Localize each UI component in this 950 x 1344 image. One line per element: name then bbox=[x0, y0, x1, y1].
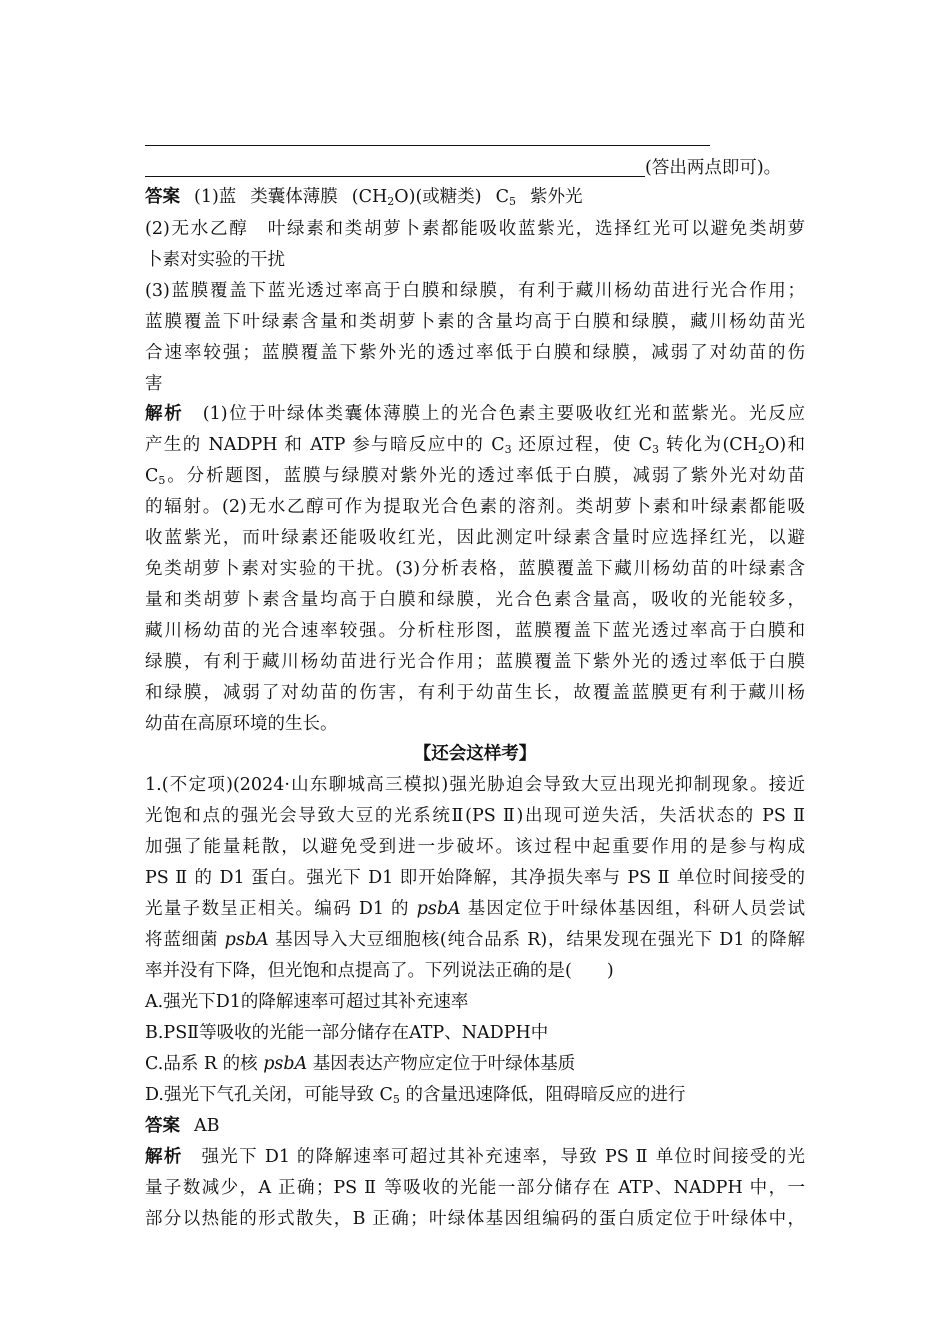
analysis-q1-line-1: 解析 强光下 D1 的降解速率可超过其补充速率，导致 PS Ⅱ 单位时间接受的光 bbox=[145, 1147, 806, 1167]
option-c: C.品系 R 的核 psbA 基因表达产物应定位于叶绿体基质 bbox=[145, 1054, 576, 1074]
question-line-1: 1.(不定项)(2024·山东聊城高三模拟)强光胁迫会导致大豆出现光抑制现象。接近 bbox=[145, 775, 805, 795]
section-title: 【还会这样考】 bbox=[413, 744, 537, 764]
analysis-line-7: 量和类胡萝卜素含量均高于白膜和绿膜，光合色素含量高，吸收的光能较多， bbox=[145, 590, 805, 610]
answer-blank-line bbox=[145, 145, 710, 146]
question-line-3: 加强了能量耗散，以避免受到进一步破坏。该过程中起重要作用的是参与构成 bbox=[145, 837, 805, 857]
answer-line-3: 卜素对实验的干扰 bbox=[145, 250, 285, 270]
analysis-line-8: 藏川杨幼苗的光合速率较强。分析柱形图，蓝膜覆盖下蓝光透过率高于白膜和 bbox=[145, 621, 805, 641]
analysis-q1-line-3: 部分以热能的形式散失，B 正确；叶绿体基因组编码的蛋白质定位于叶绿体中， bbox=[145, 1209, 805, 1229]
analysis-line-2: 产生的 NADPH 和 ATP 参与暗反应中的 $C_3$ 还原过程，使 $C_3$ 转化为$(CH_2O)$和 bbox=[145, 435, 806, 456]
question-line-5: 光量子数呈正相关。编码 D1 的 psbA 基因定位于叶绿体基因组，科研人员尝试 bbox=[145, 899, 806, 919]
question-line-6: 将蓝细菌 psbA 基因导入大豆细胞核(纯合品系 R)，结果发现在强光下 D1 的降解 bbox=[145, 930, 805, 950]
question-line-7: 率并没有下降，但光饱和点提高了。下列说法正确的是( ) bbox=[145, 961, 614, 981]
option-d: D.强光下气孔关闭，可能导致 $C_5$ 的含量迅速降低，阻碍暗反应的进行 bbox=[145, 1085, 686, 1106]
answer-line-2: (2)无水乙醇 叶绿素和类胡萝卜素都能吸收蓝紫光，选择红光可以避免类胡萝 bbox=[145, 219, 805, 239]
answer-label-q1: 答案 bbox=[145, 1116, 180, 1136]
answer-line-4: (3)蓝膜覆盖下蓝光透过率高于白膜和绿膜，有利于藏川杨幼苗进行光合作用； bbox=[145, 281, 805, 301]
analysis-q1-line-2: 量子数减少，A 正确；PS Ⅱ 等吸收的光能一部分储存在 ATP、NADPH 中，一 bbox=[145, 1178, 805, 1198]
analysis-line-11: 幼苗在高原环境的生长。 bbox=[145, 714, 338, 734]
question-tail: (答出两点即可)。 bbox=[645, 158, 782, 178]
analysis-line-3: $C_5$。分析题图，蓝膜与绿膜对紫外光的透过率低于白膜，减弱了紫外光对幼苗 bbox=[145, 466, 805, 487]
analysis-label-q1: 解析 bbox=[145, 1147, 183, 1167]
answer-line-q1 bbox=[145, 1115, 220, 1137]
analysis-line-1: 解析 (1)位于叶绿体类囊体薄膜上的光合色素主要吸收红光和蓝紫光。光反应 bbox=[145, 404, 805, 424]
answer-line-5: 蓝膜覆盖下叶绿素含量和类胡萝卜素的含量均高于白膜和绿膜，藏川杨幼苗光 bbox=[145, 312, 805, 332]
analysis-line-4: 的辐射。(2)无水乙醇可作为提取光合色素的溶剂。类胡萝卜素和叶绿素都能吸 bbox=[145, 497, 805, 517]
question-line-2: 光饱和点的强光会导致大豆的光系统Ⅱ(PS Ⅱ)出现可逆失活，失活状态的 PS Ⅱ bbox=[145, 806, 805, 826]
analysis-line-5: 收蓝紫光，而叶绿素还能吸收红光，因此测定叶绿素含量时应选择红光，以避 bbox=[145, 528, 805, 548]
analysis-line-9: 绿膜，有利于藏川杨幼苗进行光合作用；蓝膜覆盖下紫外光的透过率低于白膜 bbox=[145, 652, 805, 672]
answer-line-7: 害 bbox=[145, 374, 163, 394]
answer-value: AB bbox=[194, 1116, 220, 1136]
answer-line-1: 答案 (1)蓝 类囊体薄膜 $(CH_2O)$(或糖类) $C_5$ 紫外光 bbox=[145, 187, 583, 208]
option-b: B.PSⅡ等吸收的光能一部分储存在ATP、NADPH中 bbox=[145, 1023, 549, 1043]
answer-blank-line bbox=[145, 176, 645, 177]
analysis-line-6: 免类胡萝卜素对实验的干扰。(3)分析表格，蓝膜覆盖下藏川杨幼苗的叶绿素含 bbox=[145, 559, 805, 579]
analysis-label: 解析 bbox=[145, 404, 184, 424]
answer-label: 答案 bbox=[145, 187, 180, 207]
option-a: A.强光下D1的降解速率可超过其补充速率 bbox=[145, 992, 469, 1012]
question-line-4: PS Ⅱ 的 D1 蛋白。强光下 D1 即开始降解，其净损失率与 PS Ⅱ 单位时间接受的 bbox=[145, 868, 805, 888]
answer-line-6: 合速率较强；蓝膜覆盖下紫外光的透过率低于白膜和绿膜，减弱了对幼苗的伤 bbox=[145, 343, 805, 363]
analysis-line-10: 和绿膜，减弱了对幼苗的伤害，有利于幼苗生长，故覆盖蓝膜更有利于藏川杨 bbox=[145, 683, 805, 703]
